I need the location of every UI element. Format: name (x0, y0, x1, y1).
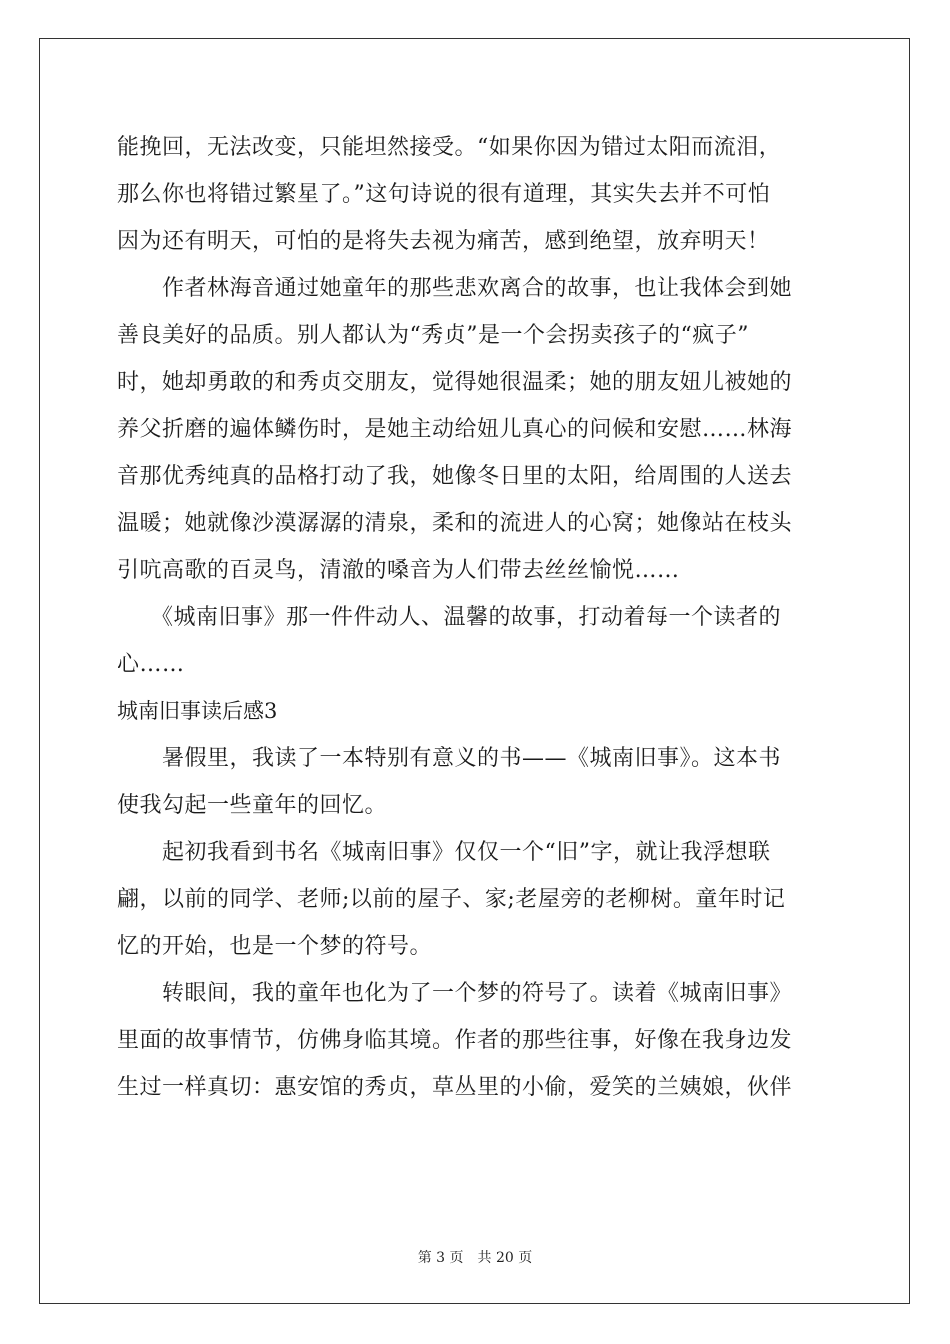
text-line: 里面的故事情节，仿佛身临其境。作者的那些往事，好像在我身边发 (117, 1028, 793, 1053)
text-line: 养父折磨的遍体鳞伤时，是她主动给妞儿真心的问候和安慰……林海 (117, 417, 793, 442)
text-line: 作者林海音通过她童年的那些悲欢离合的故事，也让我体会到她 (117, 276, 793, 301)
text-line: 起初我看到书名《城南旧事》仅仅一个“旧”字，就让我浮想联 (117, 840, 771, 865)
text-line: 温暖；她就像沙漠潺潺的清泉，柔和的流进人的心窝；她像站在枝头 (117, 511, 793, 536)
text-line: 时，她却勇敢的和秀贞交朋友，觉得她很温柔；她的朋友妞儿被她的 (117, 370, 793, 395)
text-line: 翩，以前的同学、老师;以前的屋子、家;老屋旁的老柳树。童年时记 (117, 887, 786, 912)
text-line: 心…… (117, 652, 185, 677)
text-line: 《城南旧事》那一件件动人、温馨的故事，打动着每一个读者的 (117, 605, 782, 630)
text-line: 引吭高歌的百灵鸟，清澈的嗓音为人们带去丝丝愉悦…… (117, 558, 680, 583)
text-line: 使我勾起一些童年的回忆。 (117, 793, 388, 818)
page-total: 共 20 页 (477, 1250, 533, 1266)
text-line: 音那优秀纯真的品格打动了我，她像冬日里的太阳，给周围的人送去 (117, 464, 793, 489)
text-line: 生过一样真切：惠安馆的秀贞，草丛里的小偷，爱笑的兰姨娘，伙伴 (117, 1075, 793, 1100)
text-line: 那么你也将错过繁星了。”这句诗说的很有道理，其实失去并不可怕 (117, 182, 771, 207)
page-footer (0, 1247, 950, 1267)
text-line: 转眼间，我的童年也化为了一个梦的符号了。读着《城南旧事》 (117, 981, 793, 1006)
section-heading: 城南旧事读后感3 (117, 699, 278, 723)
text-line: 能挽回，无法改变，只能坦然接受。“如果你因为错过太阳而流泪， (117, 135, 782, 160)
text-line: 因为还有明天，可怕的是将失去视为痛苦，感到绝望，放弃明天！ (117, 229, 770, 254)
text-line: 暑假里，我读了一本特别有意义的书——《城南旧事》。这本书 (117, 746, 782, 771)
text-line: 善良美好的品质。别人都认为“秀贞”是一个会拐卖孩子的“疯子” (117, 323, 749, 348)
document-body (117, 124, 833, 1111)
text-line: 忆的开始，也是一个梦的符号。 (117, 934, 433, 959)
page-number: 第 3 页 (417, 1250, 464, 1266)
